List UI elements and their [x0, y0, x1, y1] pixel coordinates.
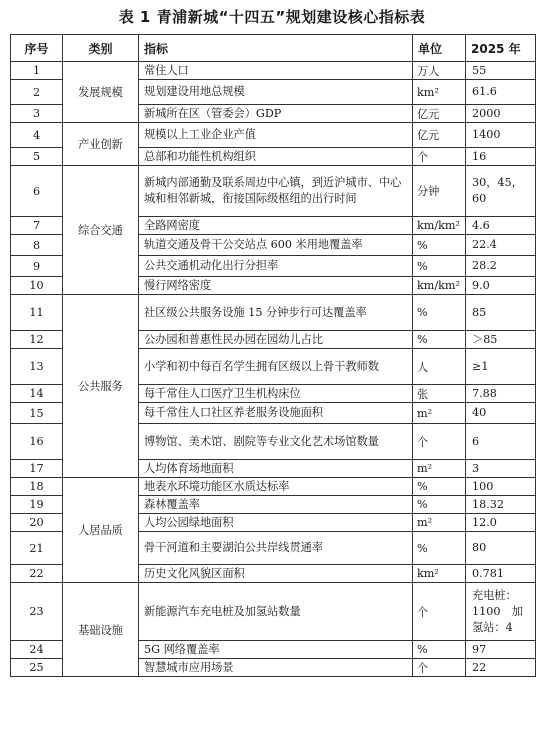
value-cell: 6 — [466, 424, 536, 460]
row-number: 25 — [11, 659, 63, 677]
table-row — [11, 62, 536, 80]
indicator-cell: 全路网密度 — [139, 217, 413, 235]
row-number: 13 — [11, 349, 63, 385]
table-row — [11, 478, 536, 496]
indicator-cell: 公办园和普惠性民办园在园幼儿占比 — [139, 331, 413, 349]
unit-cell: 张 — [413, 385, 466, 403]
category-cell: 发展规模 — [63, 62, 139, 123]
indicator-cell: 新城所在区（管委会）GDP — [139, 105, 413, 123]
row-number: 11 — [11, 295, 63, 331]
row-number: 19 — [11, 496, 63, 514]
row-number: 8 — [11, 235, 63, 256]
table-row — [11, 583, 536, 641]
unit-cell: km² — [413, 565, 466, 583]
row-number: 16 — [11, 424, 63, 460]
row-number: 23 — [11, 583, 63, 641]
unit-cell: % — [413, 235, 466, 256]
header-seq: 序号 — [11, 35, 63, 62]
indicator-cell: 人均公园绿地面积 — [139, 514, 413, 532]
table-row — [11, 295, 536, 331]
value-cell: 9.0 — [466, 277, 536, 295]
value-cell: ≥1 — [466, 349, 536, 385]
row-number: 12 — [11, 331, 63, 349]
category-cell: 产业创新 — [63, 123, 139, 166]
indicator-cell: 新能源汽车充电桩及加氢站数量 — [139, 583, 413, 641]
indicator-cell: 总部和功能性机构组织 — [139, 148, 413, 166]
unit-cell: 亿元 — [413, 123, 466, 148]
row-number: 21 — [11, 532, 63, 565]
value-cell: 28.2 — [466, 256, 536, 277]
indicator-cell: 博物馆、美术馆、剧院等专业文化艺术场馆数量 — [139, 424, 413, 460]
indicator-cell: 5G 网络覆盖率 — [139, 641, 413, 659]
unit-cell: m² — [413, 403, 466, 424]
value-cell: 97 — [466, 641, 536, 659]
row-number: 1 — [11, 62, 63, 80]
category-cell: 公共服务 — [63, 295, 139, 478]
value-cell: 12.0 — [466, 514, 536, 532]
indicator-cell: 规模以上工业企业产值 — [139, 123, 413, 148]
indicator-cell: 森林覆盖率 — [139, 496, 413, 514]
value-cell: 2000 — [466, 105, 536, 123]
category-cell: 综合交通 — [63, 166, 139, 295]
indicator-cell: 智慧城市应用场景 — [139, 659, 413, 677]
table-row — [11, 123, 536, 148]
indicator-cell: 每千常住人口社区养老服务设施面积 — [139, 403, 413, 424]
unit-cell: m² — [413, 460, 466, 478]
row-number: 9 — [11, 256, 63, 277]
unit-cell: km/km² — [413, 277, 466, 295]
indicator-cell: 规划建设用地总规模 — [139, 80, 413, 105]
row-number: 5 — [11, 148, 63, 166]
unit-cell: % — [413, 641, 466, 659]
header-category: 类别 — [63, 35, 139, 62]
indicator-cell: 慢行网络密度 — [139, 277, 413, 295]
row-number: 22 — [11, 565, 63, 583]
row-number: 14 — [11, 385, 63, 403]
header-row — [11, 35, 536, 62]
header-unit: 单位 — [413, 35, 466, 62]
value-cell: 0.781 — [466, 565, 536, 583]
row-number: 6 — [11, 166, 63, 217]
table-body — [11, 62, 536, 677]
value-cell: 61.6 — [466, 80, 536, 105]
value-cell: 1400 — [466, 123, 536, 148]
value-cell: 充电桩：1100 加氢站：4 — [466, 583, 536, 641]
value-cell: ＞85 — [466, 331, 536, 349]
unit-cell: 人 — [413, 349, 466, 385]
indicator-cell: 地表水环境功能区水质达标率 — [139, 478, 413, 496]
value-cell: 3 — [466, 460, 536, 478]
indicator-cell: 小学和初中每百名学生拥有区级以上骨干教师数 — [139, 349, 413, 385]
value-cell: 4.6 — [466, 217, 536, 235]
unit-cell: % — [413, 256, 466, 277]
value-cell: 18.32 — [466, 496, 536, 514]
row-number: 17 — [11, 460, 63, 478]
value-cell: 22.4 — [466, 235, 536, 256]
row-number: 4 — [11, 123, 63, 148]
value-cell: 16 — [466, 148, 536, 166]
indicator-cell: 轨道交通及骨干公交站点 600 米用地覆盖率 — [139, 235, 413, 256]
value-cell: 22 — [466, 659, 536, 677]
value-cell: 7.88 — [466, 385, 536, 403]
indicator-cell: 公共交通机动化出行分担率 — [139, 256, 413, 277]
row-number: 20 — [11, 514, 63, 532]
row-number: 3 — [11, 105, 63, 123]
value-cell: 80 — [466, 532, 536, 565]
row-number: 24 — [11, 641, 63, 659]
unit-cell: 万人 — [413, 62, 466, 80]
row-number: 7 — [11, 217, 63, 235]
row-number: 15 — [11, 403, 63, 424]
row-number: 10 — [11, 277, 63, 295]
header-year: 2025 年 — [466, 35, 536, 62]
row-number: 18 — [11, 478, 63, 496]
value-cell: 55 — [466, 62, 536, 80]
indicator-cell: 骨干河道和主要湖泊公共岸线贯通率 — [139, 532, 413, 565]
unit-cell: m² — [413, 514, 466, 532]
indicator-cell: 常住人口 — [139, 62, 413, 80]
category-cell: 人居品质 — [63, 478, 139, 583]
value-cell: 85 — [466, 295, 536, 331]
unit-cell: % — [413, 532, 466, 565]
unit-cell: 个 — [413, 424, 466, 460]
value-cell: 40 — [466, 403, 536, 424]
unit-cell: % — [413, 478, 466, 496]
unit-cell: 亿元 — [413, 105, 466, 123]
value-cell: 100 — [466, 478, 536, 496]
table-row — [11, 166, 536, 217]
indicator-cell: 新城内部通勤及联系周边中心镇，到近沪城市、中心城和相邻新城，衔接国际级枢纽的出行时间 — [139, 166, 413, 217]
indicator-cell: 每千常住人口医疗卫生机构床位 — [139, 385, 413, 403]
unit-cell: 个 — [413, 148, 466, 166]
table-title: 表 1 青浦新城“十四五”规划建设核心指标表 — [118, 8, 426, 26]
unit-cell: % — [413, 331, 466, 349]
unit-cell: % — [413, 496, 466, 514]
header-indicator: 指标 — [139, 35, 413, 62]
indicator-table — [10, 34, 536, 677]
row-number: 2 — [11, 80, 63, 105]
unit-cell: km² — [413, 80, 466, 105]
unit-cell: 个 — [413, 659, 466, 677]
category-cell: 基础设施 — [63, 583, 139, 677]
unit-cell: 个 — [413, 583, 466, 641]
unit-cell: 分钟 — [413, 166, 466, 217]
indicator-cell: 人均体育场地面积 — [139, 460, 413, 478]
unit-cell: km/km² — [413, 217, 466, 235]
indicator-cell: 社区级公共服务设施 15 分钟步行可达覆盖率 — [139, 295, 413, 331]
indicator-cell: 历史文化风貌区面积 — [139, 565, 413, 583]
value-cell: 30，45，60 — [466, 166, 536, 217]
unit-cell: % — [413, 295, 466, 331]
